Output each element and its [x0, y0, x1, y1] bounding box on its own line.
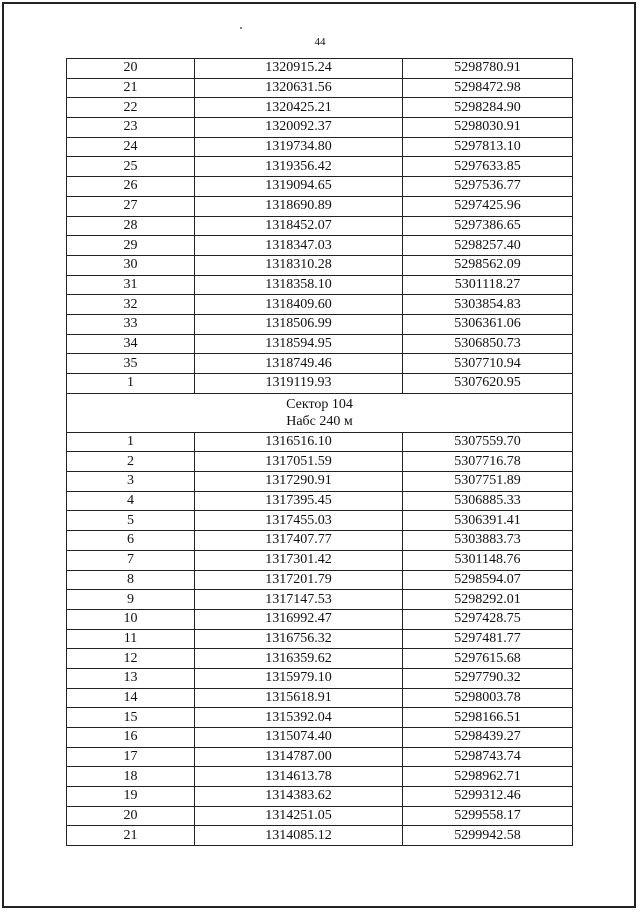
- x-coordinate-cell: 1317455.03: [195, 511, 403, 531]
- point-number-cell: 32: [67, 295, 195, 315]
- x-coordinate-cell: 1316516.10: [195, 432, 403, 452]
- table-row: [67, 472, 573, 492]
- table-row: [67, 275, 573, 295]
- table-row: [67, 196, 573, 216]
- point-number-cell: 10: [67, 609, 195, 629]
- y-coordinate-cell: 5298594.07: [403, 570, 573, 590]
- x-coordinate-cell: 1318310.28: [195, 255, 403, 275]
- point-number-cell: 29: [67, 236, 195, 256]
- point-number-cell: 22: [67, 98, 195, 118]
- table-row: [67, 649, 573, 669]
- point-number-cell: 17: [67, 747, 195, 767]
- y-coordinate-cell: 5298257.40: [403, 236, 573, 256]
- y-coordinate-cell: 5298472.98: [403, 78, 573, 98]
- x-coordinate-cell: 1316359.62: [195, 649, 403, 669]
- x-coordinate-cell: 1317407.77: [195, 531, 403, 551]
- point-number-cell: 9: [67, 590, 195, 610]
- point-number-cell: 35: [67, 354, 195, 374]
- point-number-cell: 20: [67, 59, 195, 79]
- y-coordinate-cell: 5297428.75: [403, 609, 573, 629]
- point-number-cell: 27: [67, 196, 195, 216]
- y-coordinate-cell: 5298003.78: [403, 688, 573, 708]
- point-number-cell: 30: [67, 255, 195, 275]
- point-number-cell: 13: [67, 668, 195, 688]
- x-coordinate-cell: 1319119.93: [195, 374, 403, 394]
- coordinates-table: [66, 58, 573, 846]
- y-coordinate-cell: 5297790.32: [403, 668, 573, 688]
- y-coordinate-cell: 5299942.58: [403, 826, 573, 846]
- point-number-cell: 16: [67, 728, 195, 748]
- x-coordinate-cell: 1318358.10: [195, 275, 403, 295]
- x-coordinate-cell: 1316992.47: [195, 609, 403, 629]
- y-coordinate-cell: 5299312.46: [403, 787, 573, 807]
- table-row: [67, 59, 573, 79]
- point-number-cell: 1: [67, 432, 195, 452]
- y-coordinate-cell: 5307559.70: [403, 432, 573, 452]
- y-coordinate-cell: 5298962.71: [403, 767, 573, 787]
- table-row: [67, 826, 573, 846]
- table-row: [67, 354, 573, 374]
- y-coordinate-cell: 5306850.73: [403, 334, 573, 354]
- y-coordinate-cell: 5303883.73: [403, 531, 573, 551]
- table-body-after-sector: [67, 432, 573, 845]
- table-row: [67, 570, 573, 590]
- table-row: [67, 491, 573, 511]
- table-row: [67, 118, 573, 138]
- point-number-cell: 8: [67, 570, 195, 590]
- x-coordinate-cell: 1314251.05: [195, 806, 403, 826]
- x-coordinate-cell: 1317301.42: [195, 550, 403, 570]
- point-number-cell: 2: [67, 452, 195, 472]
- x-coordinate-cell: 1319356.42: [195, 157, 403, 177]
- x-coordinate-cell: 1319094.65: [195, 177, 403, 197]
- y-coordinate-cell: 5297813.10: [403, 137, 573, 157]
- x-coordinate-cell: 1314085.12: [195, 826, 403, 846]
- point-number-cell: 18: [67, 767, 195, 787]
- x-coordinate-cell: 1320631.56: [195, 78, 403, 98]
- table-row: [67, 609, 573, 629]
- x-coordinate-cell: 1314613.78: [195, 767, 403, 787]
- x-coordinate-cell: 1315979.10: [195, 668, 403, 688]
- table-row: [67, 590, 573, 610]
- point-number-cell: 21: [67, 826, 195, 846]
- table-row: [67, 177, 573, 197]
- point-number-cell: 24: [67, 137, 195, 157]
- x-coordinate-cell: 1317201.79: [195, 570, 403, 590]
- table-body-sector-header: [67, 393, 573, 432]
- y-coordinate-cell: 5307751.89: [403, 472, 573, 492]
- table-row: [67, 728, 573, 748]
- table-row: [67, 137, 573, 157]
- point-number-cell: 1: [67, 374, 195, 394]
- table-row: [67, 747, 573, 767]
- y-coordinate-cell: 5298743.74: [403, 747, 573, 767]
- y-coordinate-cell: 5301118.27: [403, 275, 573, 295]
- x-coordinate-cell: 1317395.45: [195, 491, 403, 511]
- point-number-cell: 7: [67, 550, 195, 570]
- y-coordinate-cell: 5298292.01: [403, 590, 573, 610]
- y-coordinate-cell: 5297536.77: [403, 177, 573, 197]
- point-number-cell: 15: [67, 708, 195, 728]
- x-coordinate-cell: 1320425.21: [195, 98, 403, 118]
- y-coordinate-cell: 5298562.09: [403, 255, 573, 275]
- x-coordinate-cell: 1318409.60: [195, 295, 403, 315]
- y-coordinate-cell: 5297386.65: [403, 216, 573, 236]
- table-row: [67, 531, 573, 551]
- table-row: [67, 314, 573, 334]
- sector-header-cell: [67, 393, 573, 432]
- table-row: [67, 629, 573, 649]
- table-row: [67, 78, 573, 98]
- sector-header-row: [67, 393, 573, 432]
- point-number-cell: 33: [67, 314, 195, 334]
- y-coordinate-cell: 5297615.68: [403, 649, 573, 669]
- table-row: [67, 787, 573, 807]
- x-coordinate-cell: 1315392.04: [195, 708, 403, 728]
- y-coordinate-cell: 5307710.94: [403, 354, 573, 374]
- y-coordinate-cell: 5303854.83: [403, 295, 573, 315]
- table-row: [67, 452, 573, 472]
- table-row: [67, 668, 573, 688]
- x-coordinate-cell: 1317147.53: [195, 590, 403, 610]
- x-coordinate-cell: 1317290.91: [195, 472, 403, 492]
- y-coordinate-cell: 5297425.96: [403, 196, 573, 216]
- table-row: [67, 255, 573, 275]
- y-coordinate-cell: 5307620.95: [403, 374, 573, 394]
- page-number: 44: [314, 36, 326, 48]
- x-coordinate-cell: 1318690.89: [195, 196, 403, 216]
- sector-subtitle: Набс 240 м: [286, 413, 353, 429]
- point-number-cell: 12: [67, 649, 195, 669]
- x-coordinate-cell: 1318749.46: [195, 354, 403, 374]
- y-coordinate-cell: 5298439.27: [403, 728, 573, 748]
- table-body-before-sector: [67, 59, 573, 394]
- point-number-cell: 14: [67, 688, 195, 708]
- table-row: [67, 806, 573, 826]
- point-number-cell: 11: [67, 629, 195, 649]
- table-row: [67, 432, 573, 452]
- table-row: [67, 157, 573, 177]
- x-coordinate-cell: 1318594.95: [195, 334, 403, 354]
- x-coordinate-cell: 1315618.91: [195, 688, 403, 708]
- y-coordinate-cell: 5297481.77: [403, 629, 573, 649]
- point-number-cell: 34: [67, 334, 195, 354]
- table-row: [67, 295, 573, 315]
- table-row: [67, 374, 573, 394]
- y-coordinate-cell: 5306391.41: [403, 511, 573, 531]
- scan-speck: [240, 27, 242, 29]
- sector-title: Сектор 104: [286, 396, 353, 412]
- y-coordinate-cell: 5298284.90: [403, 98, 573, 118]
- point-number-cell: 31: [67, 275, 195, 295]
- table-row: [67, 216, 573, 236]
- x-coordinate-cell: 1314383.62: [195, 787, 403, 807]
- point-number-cell: 21: [67, 78, 195, 98]
- point-number-cell: 3: [67, 472, 195, 492]
- table-row: [67, 511, 573, 531]
- y-coordinate-cell: 5299558.17: [403, 806, 573, 826]
- point-number-cell: 6: [67, 531, 195, 551]
- point-number-cell: 25: [67, 157, 195, 177]
- y-coordinate-cell: 5298166.51: [403, 708, 573, 728]
- point-number-cell: 19: [67, 787, 195, 807]
- x-coordinate-cell: 1320915.24: [195, 59, 403, 79]
- x-coordinate-cell: 1318506.99: [195, 314, 403, 334]
- x-coordinate-cell: 1314787.00: [195, 747, 403, 767]
- table-row: [67, 98, 573, 118]
- table-row: [67, 767, 573, 787]
- y-coordinate-cell: 5298030.91: [403, 118, 573, 138]
- point-number-cell: 26: [67, 177, 195, 197]
- table-row: [67, 236, 573, 256]
- x-coordinate-cell: 1317051.59: [195, 452, 403, 472]
- point-number-cell: 23: [67, 118, 195, 138]
- y-coordinate-cell: 5297633.85: [403, 157, 573, 177]
- y-coordinate-cell: 5306361.06: [403, 314, 573, 334]
- point-number-cell: 28: [67, 216, 195, 236]
- x-coordinate-cell: 1318452.07: [195, 216, 403, 236]
- x-coordinate-cell: 1320092.37: [195, 118, 403, 138]
- point-number-cell: 20: [67, 806, 195, 826]
- x-coordinate-cell: 1315074.40: [195, 728, 403, 748]
- table-row: [67, 708, 573, 728]
- y-coordinate-cell: 5307716.78: [403, 452, 573, 472]
- x-coordinate-cell: 1319734.80: [195, 137, 403, 157]
- table-row: [67, 688, 573, 708]
- table-row: [67, 334, 573, 354]
- point-number-cell: 4: [67, 491, 195, 511]
- table-row: [67, 550, 573, 570]
- x-coordinate-cell: 1318347.03: [195, 236, 403, 256]
- y-coordinate-cell: 5306885.33: [403, 491, 573, 511]
- point-number-cell: 5: [67, 511, 195, 531]
- x-coordinate-cell: 1316756.32: [195, 629, 403, 649]
- y-coordinate-cell: 5298780.91: [403, 59, 573, 79]
- y-coordinate-cell: 5301148.76: [403, 550, 573, 570]
